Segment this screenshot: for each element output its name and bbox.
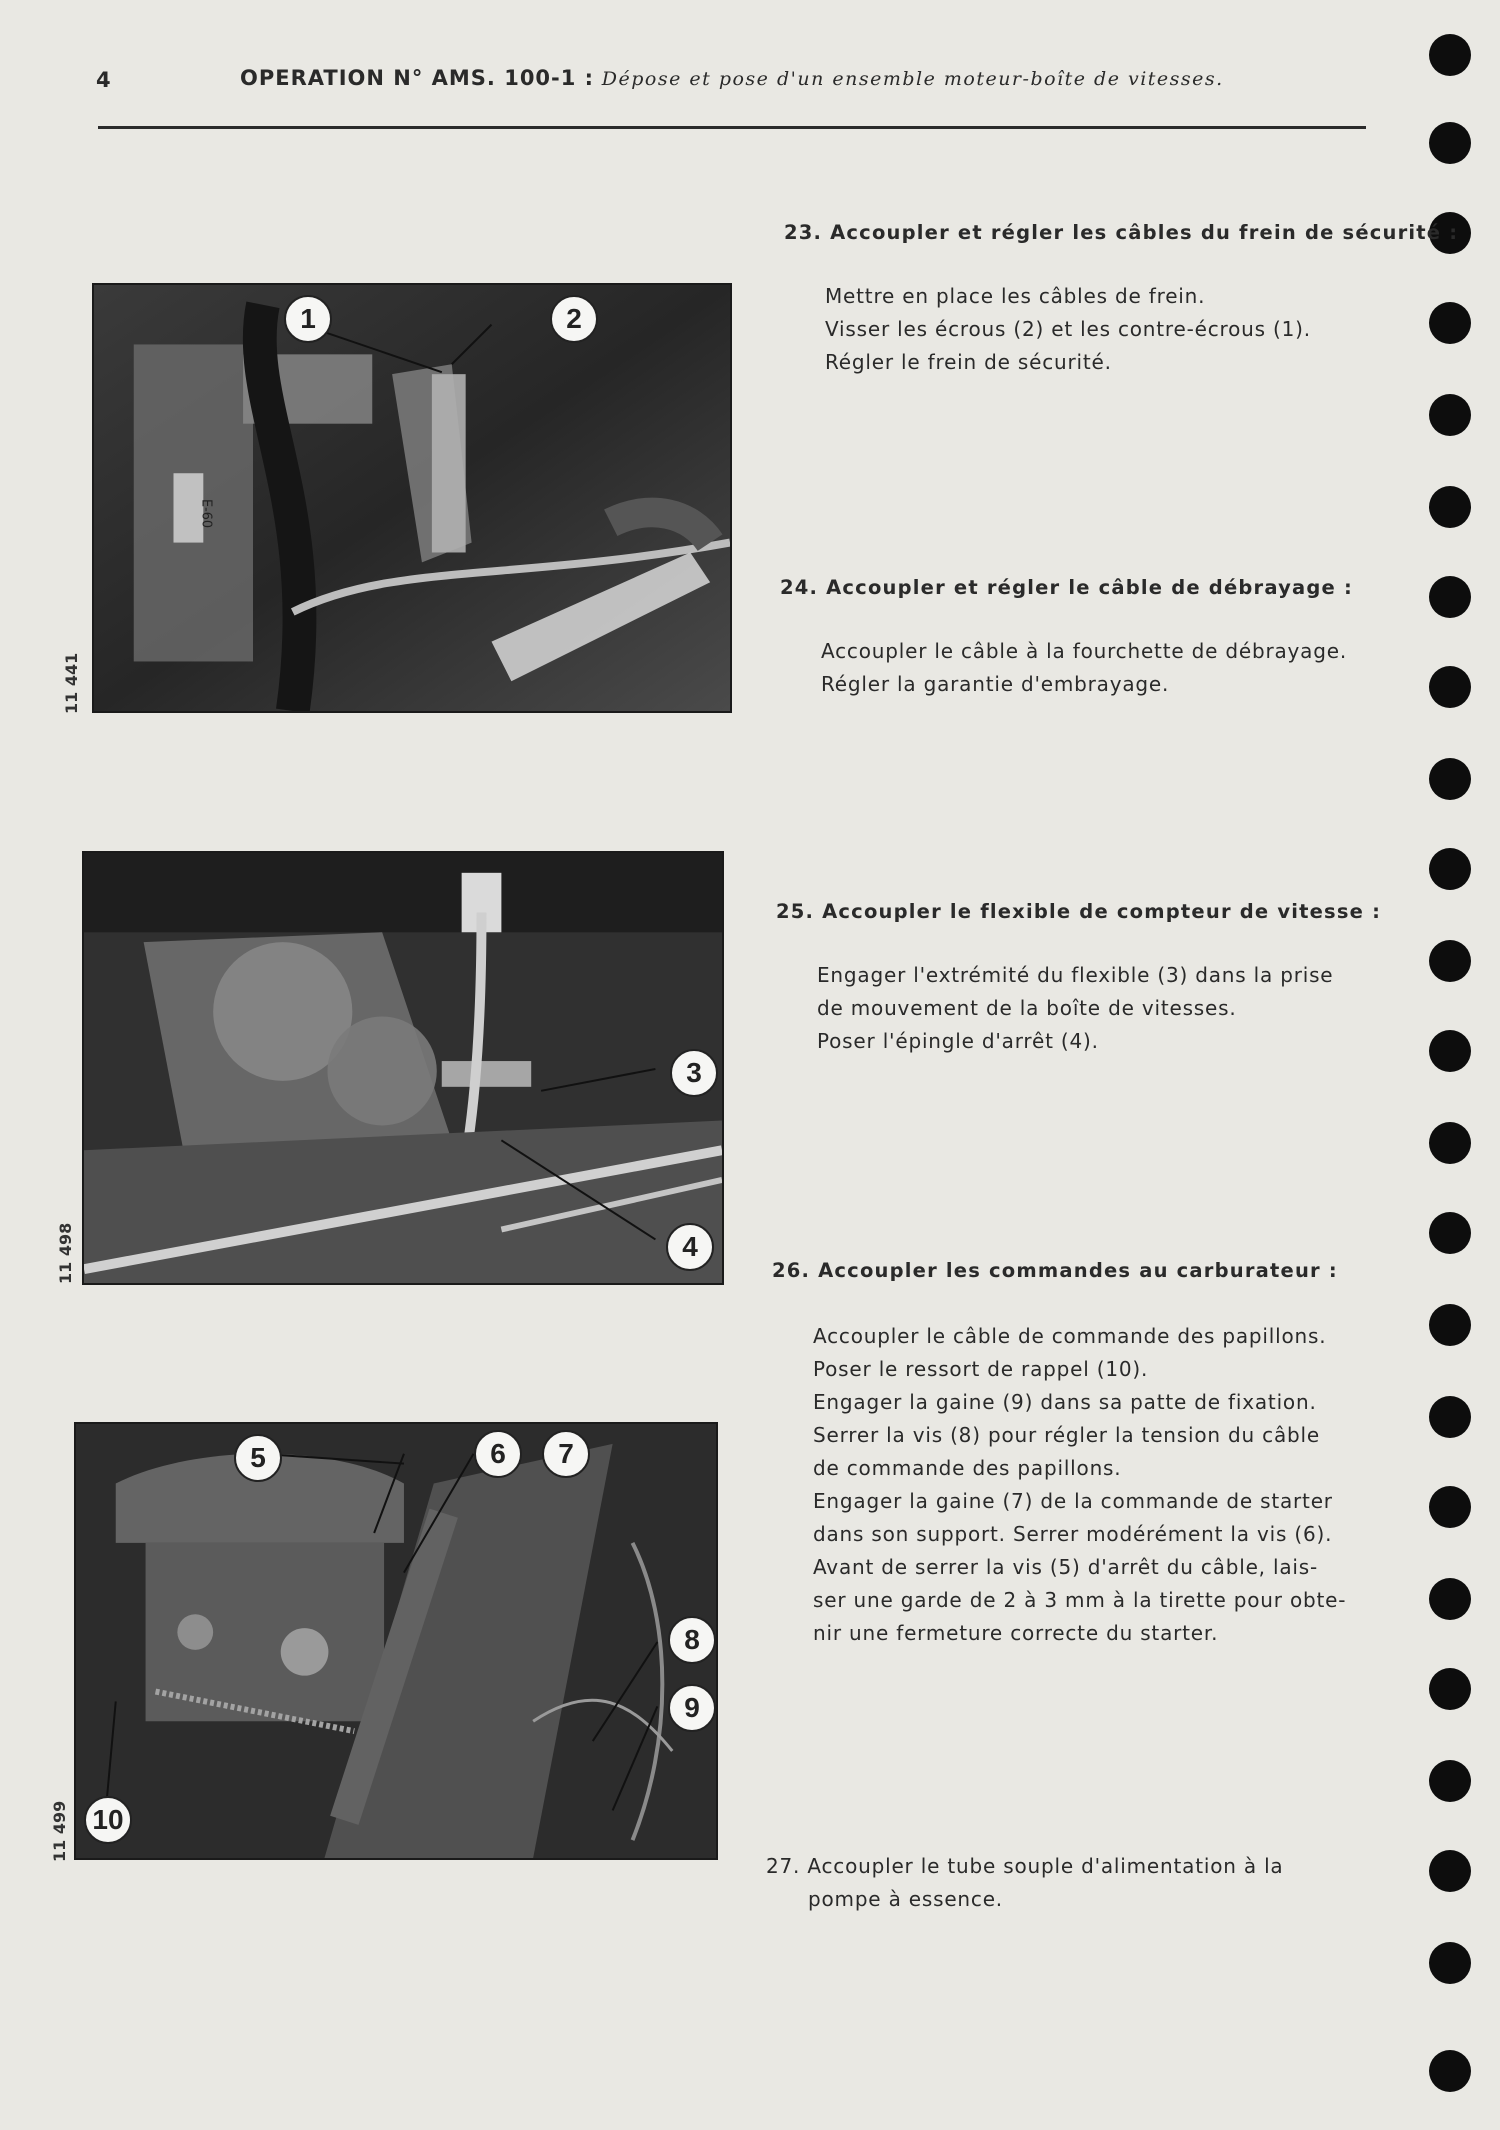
- step-26-line: Accoupler le câble de commande des papillons.: [813, 1324, 1327, 1348]
- step-24-body: [821, 635, 1347, 701]
- callout-1: 1: [284, 295, 332, 343]
- photo-speedometer-cable: [82, 851, 724, 1285]
- step-25-title: 25. Accoupler le flexible de compteur de vitesse :: [776, 900, 1382, 923]
- step-26-line: Serrer la vis (8) pour régler la tension du câble: [813, 1423, 1320, 1447]
- figure-ref-2: 11 498: [56, 1222, 75, 1284]
- binding-hole: [1429, 576, 1471, 618]
- callout-5: 5: [234, 1434, 282, 1482]
- callout-10: 10: [84, 1796, 132, 1844]
- binding-hole: [1429, 1486, 1471, 1528]
- binding-hole: [1429, 394, 1471, 436]
- step-25-line: Engager l'extrémité du flexible (3) dans la prise: [817, 963, 1334, 987]
- step-26-line: Engager la gaine (9) dans sa patte de fixation.: [813, 1390, 1317, 1414]
- step-23-body: [825, 280, 1311, 379]
- callout-7: 7: [542, 1430, 590, 1478]
- step-25-line: de mouvement de la boîte de vitesses.: [817, 996, 1237, 1020]
- callout-3: 3: [670, 1049, 718, 1097]
- step-23-line: Visser les écrous (2) et les contre-écrous (1).: [825, 317, 1311, 341]
- photo-speedometer-cable-image: [84, 853, 722, 1283]
- binding-hole: [1429, 1122, 1471, 1164]
- photo-stamp-text: E-60: [198, 498, 214, 529]
- step-26-line: de commande des papillons.: [813, 1456, 1122, 1480]
- step-23-line: Mettre en place les câbles de frein.: [825, 284, 1206, 308]
- binding-hole: [1429, 758, 1471, 800]
- callout-4: 4: [666, 1223, 714, 1271]
- step-25-line: Poser l'épingle d'arrêt (4).: [817, 1029, 1099, 1053]
- binding-hole: [1429, 486, 1471, 528]
- step-26-line: Poser le ressort de rappel (10).: [813, 1357, 1149, 1381]
- binding-hole: [1429, 302, 1471, 344]
- binding-hole: [1429, 1760, 1471, 1802]
- step-26-line: nir une fermeture correcte du starter.: [813, 1621, 1219, 1645]
- binding-hole: [1429, 666, 1471, 708]
- binding-hole: [1429, 122, 1471, 164]
- step-24-line: Accoupler le câble à la fourchette de débrayage.: [821, 639, 1347, 663]
- step-26-body: [813, 1320, 1346, 1650]
- binding-hole: [1429, 1578, 1471, 1620]
- step-27-line: pompe à essence.: [808, 1887, 1003, 1911]
- photo-carburettor-controls: [74, 1422, 718, 1860]
- step-23-title: 23. Accoupler et régler les câbles du frein de sécurité :: [784, 221, 1459, 244]
- binding-hole: [1429, 1030, 1471, 1072]
- binding-hole: [1429, 1668, 1471, 1710]
- binding-hole: [1429, 1942, 1471, 1984]
- binding-hole: [1429, 1212, 1471, 1254]
- step-26-line: ser une garde de 2 à 3 mm à la tirette pour obte-: [813, 1588, 1347, 1612]
- figure-ref-1: 11 441: [62, 652, 81, 714]
- photo-carburettor-controls-image: [76, 1424, 716, 1858]
- header-rule: [98, 126, 1366, 129]
- step-27: [766, 1850, 1284, 1916]
- step-23-line: Régler le frein de sécurité.: [825, 350, 1112, 374]
- step-24-title: 24. Accoupler et régler le câble de débrayage :: [780, 576, 1353, 599]
- callout-8: 8: [668, 1616, 716, 1664]
- binding-hole: [1429, 1396, 1471, 1438]
- figure-ref-3: 11 499: [50, 1800, 69, 1862]
- operation-subtitle: Dépose et pose d'un ensemble moteur-boîte de vitesses.: [601, 68, 1224, 90]
- step-26-title: 26. Accoupler les commandes au carburateur :: [772, 1259, 1338, 1282]
- photo-brake-cables-image: [94, 285, 730, 711]
- binding-hole: [1429, 2050, 1471, 2092]
- step-26-line: Engager la gaine (7) de la commande de starter: [813, 1489, 1333, 1513]
- binding-hole: [1429, 1304, 1471, 1346]
- binding-hole: [1429, 34, 1471, 76]
- callout-9: 9: [668, 1684, 716, 1732]
- callout-6: 6: [474, 1430, 522, 1478]
- photo-brake-cables: [92, 283, 732, 713]
- operation-code: OPERATION N° AMS. 100-1 :: [240, 66, 595, 90]
- page-title: [240, 66, 1224, 90]
- step-26-line: Avant de serrer la vis (5) d'arrêt du câble, lais-: [813, 1555, 1318, 1579]
- binding-hole: [1429, 1850, 1471, 1892]
- binding-hole: [1429, 940, 1471, 982]
- page-number: 4: [96, 68, 111, 92]
- step-24-line: Régler la garantie d'embrayage.: [821, 672, 1170, 696]
- step-26-line: dans son support. Serrer modérément la vis (6).: [813, 1522, 1333, 1546]
- callout-2: 2: [550, 295, 598, 343]
- step-25-body: [817, 959, 1333, 1058]
- binding-hole: [1429, 848, 1471, 890]
- step-27-line: 27. Accoupler le tube souple d'alimentation à la: [766, 1854, 1284, 1878]
